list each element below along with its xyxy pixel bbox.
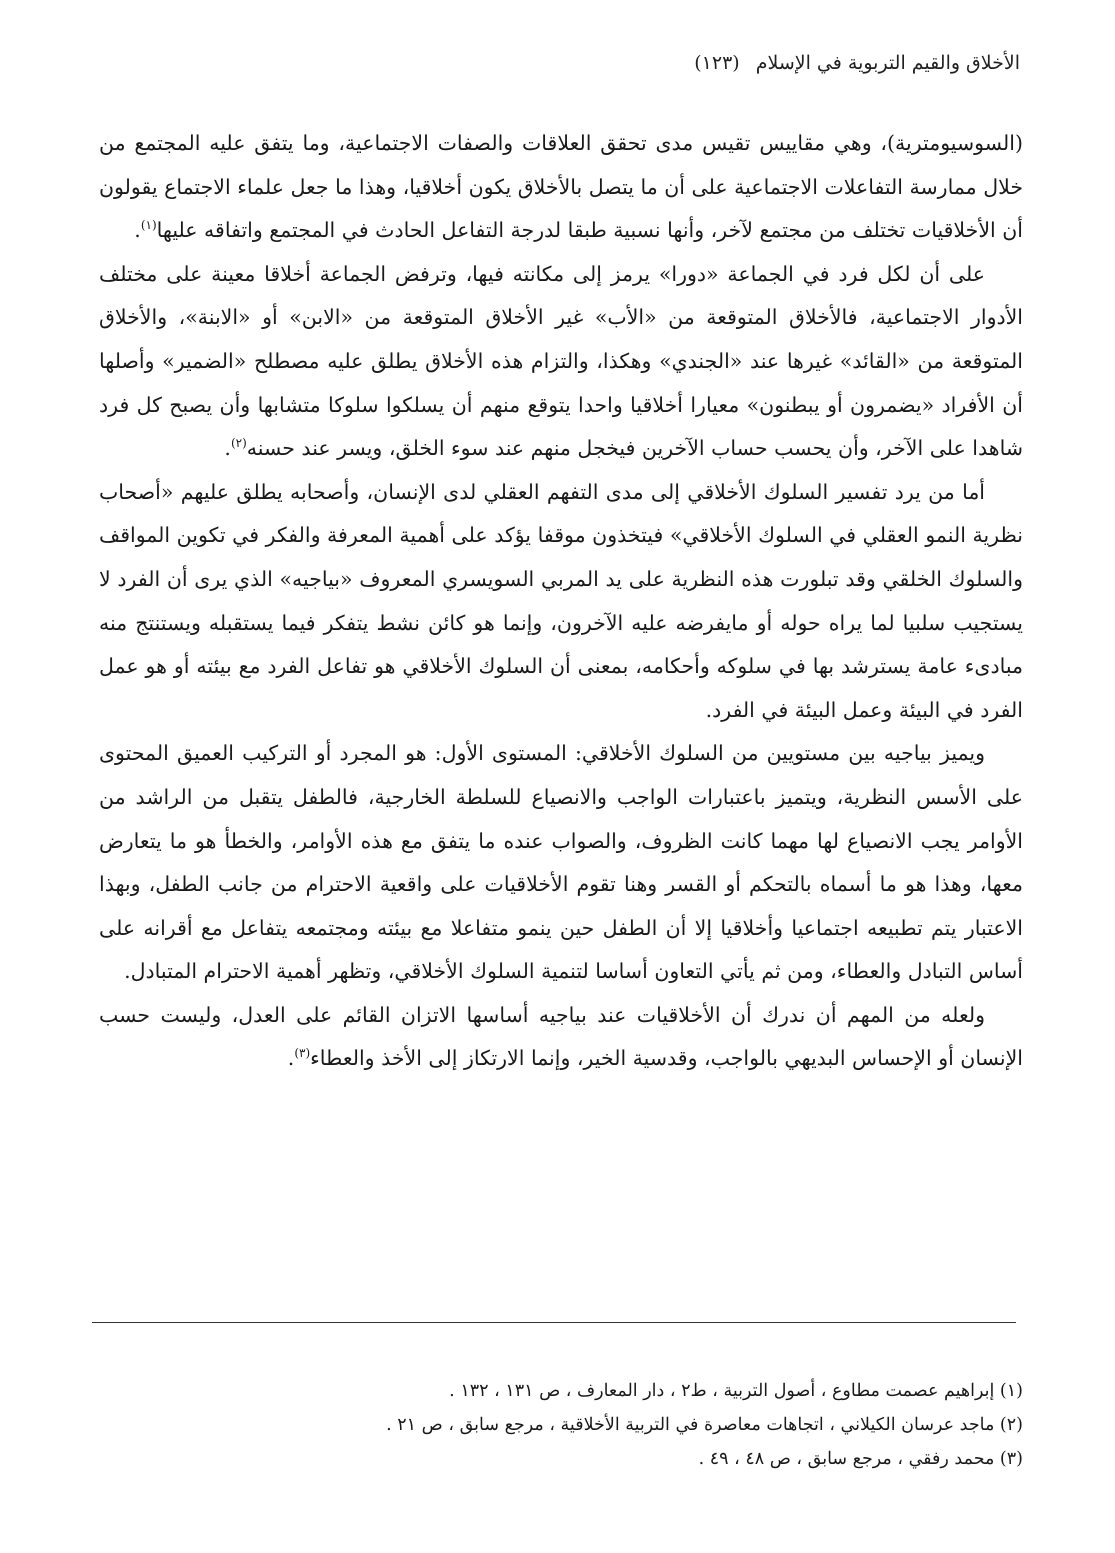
footnote-1: (١) إبراهيم عصمت مطاوع ، أصول التربية ، ط٢ ، دار المعارف ، ص ١٣١ ، ١٣٢ . <box>449 1381 1023 1401</box>
paragraph-text: ولعله من المهم أن ندرك أن الأخلاقيات عند بياجيه أساسها الاتزان القائم على العدل، وليست حسب الإنسان أو الإحساس البديهي بالواجب، وقدسية الخير، وإنما الارتكاز إلى الأخذ والعطاء <box>99 1002 1023 1071</box>
footnotes <box>99 1374 1023 1476</box>
paragraph-text: أما من يرد تفسير السلوك الأخلاقي إلى مدى التفهم العقلي لدى الإنسان، وأصحابه يطلق عليهم «أصحاب نظرية النمو العقلي في السلوك الأخلاقي» فيتخذون موقفا يؤكد على أهمية المعرفة والفكر في تكوين المواقف والسلوك الخلقي وقد تبلورت هذه النظرية على يد المربي السويسري المعروف «بياجيه» الذي يرى أن الفرد لا يستجيب سلبيا لما يراه حوله أو مايفرضه عليه الآخرون، وإنما هو كائن نشط يتفكر فيما يستقبله ويستنتج منه مبادىء عامة يسترشد بها في سلوكه وأحكامه، بمعنى أن السلوك الأخلاقي هو تفاعل الفرد مع بيئته أو هو عمل الفرد في البيئة وعمل البيئة في الفرد. <box>99 479 1023 722</box>
paragraph-5 <box>99 994 1023 1081</box>
footnote-ref-3: (٣) <box>294 1046 311 1061</box>
header-title: الأخلاق والقيم التربوية في الإسلام <box>755 52 1020 74</box>
paragraph-text: (السوسيومترية)، وهي مقاييس تقيس مدى تحقق العلاقات والصفات الاجتماعية، وما يتفق عليه المجتمع من خلال ممارسة التفاعلات الاجتماعية على أن ما يتصل بالأخلاق يكون أخلاقيا، وهذا ما جعل علماء الاجتماع يقولون أن الأخلاقيات تختلف من مجتمع لآخر، وأنها نسبية طبقا لدرجة التفاعل الحادث في المجتمع واتفاقه عليها <box>99 131 1023 243</box>
paragraph-2 <box>99 253 1023 471</box>
running-header <box>694 52 1020 74</box>
paragraph-3 <box>99 471 1023 733</box>
page-number: (١٢٣) <box>694 52 740 74</box>
footnote-3: (٣) محمد رفقي ، مرجع سابق ، ص ٤٨ ، ٤٩ . <box>698 1449 1023 1469</box>
paragraph-end: . <box>287 1046 295 1071</box>
footnote-divider <box>92 1322 1016 1323</box>
paragraph-1 <box>99 122 1023 253</box>
paragraph-text: ويميز بياجيه بين مستويين من السلوك الأخلاقي: المستوى الأول: هو المجرد أو التركيب العميق المحتوى على الأسس النظرية، ويتميز باعتبارات الواجب والانصياع للسلطة الخارجية، فالطفل يتقبل من الراشد من الأوامر يجب الانصياع لها مهما كانت الظروف، والصواب عنده ما يتفق مع هذه الأوامر، والخطأ هو ما يتعارض معها، وهذا هو ما أسماه بالتحكم أو القسر وهنا تقوم الأخلاقيات على واقعية الاحترام من جانب الطفل، وبهذا الاعتبار يتم تطبيعه اجتماعيا وأخلاقيا إلا أن الطفل حين ينمو متفاعلا مع بيئته ومجتمعه يتفاعل مع أقرانه على أساس التبادل والعطاء، ومن ثم يأتي التعاون أساسا لتنمية السلوك الأخلاقي، وتظهر أهمية الاحترام المتبادل. <box>99 741 1023 984</box>
paragraph-4 <box>99 732 1023 994</box>
paragraph-end: . <box>224 436 231 461</box>
footnote-2: (٢) ماجد عرسان الكيلاني ، اتجاهات معاصرة في التربية الأخلاقية ، مرجع سابق ، ص ٢١ . <box>386 1415 1023 1435</box>
footnote-ref-1: (١) <box>140 218 157 233</box>
paragraph-end: . <box>134 218 141 243</box>
footnote-ref-2: (٢) <box>230 436 247 451</box>
body-text <box>99 122 1023 1081</box>
paragraph-text: على أن لكل فرد في الجماعة «دورا» يرمز إلى مكانته فيها، وترفض الجماعة أخلاقا معينة على مختلف الأدوار الاجتماعية، فالأخلاق المتوقعة من «الأب» غير الأخلاق المتوقعة من «الابن» أو «الابنة»، والأخلاق المتوقعة من «القائد» غيرها عند «الجندي» وهكذا، والتزام هذه الأخلاق يطلق عليه مصطلح «الضمير» وأصلها أن الأفراد «يضمرون أو يبطنون» معيارا أخلاقيا واحدا يتوقع منهم أن يسلكوا سلوكا متشابها وأن يصبح كل فرد شاهدا على الآخر، وأن يحسب حساب الآخرين فيخجل منهم عند سوء الخلق، ويسر عند حسنه <box>99 261 1023 461</box>
